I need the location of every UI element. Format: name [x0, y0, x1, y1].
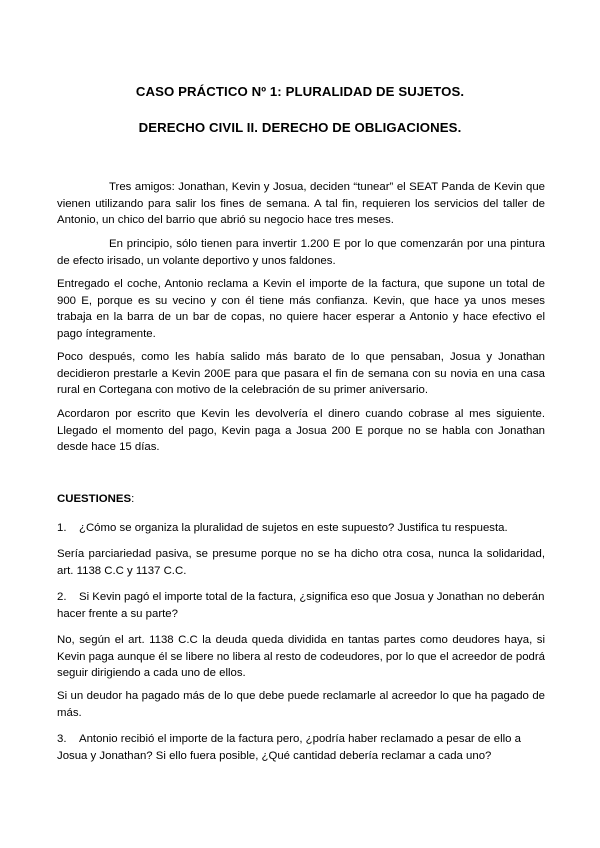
- paragraph-5: Acordaron por escrito que Kevin les devolvería el dinero cuando cobrase al mes siguiente. Llegado el momento del pago, Kevin paga a Josua 200 E porque no se habla con Jonathan desde hace 15 días.: [57, 408, 545, 453]
- answer-2-part-2: Si un deudor ha pagado más de lo que debe puede reclamarle al acreedor lo que ha pagado de más.: [57, 690, 545, 719]
- answer-1: Sería parciariedad pasiva, se presume porque no se ha dicho otra cosa, nunca la solidaridad, art. 1138 C.C y 1137 C.C.: [57, 548, 545, 577]
- question-2: [57, 589, 547, 623]
- question-2-text: Si Kevin pagó el importe total de la factura, ¿significa eso que Josua y Jonathan no deberán hacer frente a su parte?: [57, 591, 545, 620]
- question-3: [57, 731, 547, 765]
- question-1-text: ¿Cómo se organiza la pluralidad de sujetos en este supuesto? Justifica tu respuesta.: [79, 522, 508, 534]
- question-1: [57, 520, 547, 537]
- paragraph-3: Entregado el coche, Antonio reclama a Kevin el importe de la factura, que supone un total de 900 E, porque es su vecino y con él tiene más confianza. Kevin, que hace ya unos meses trabaja en la barra de un bar de copas, no quiere hacer esperar a Antonio y hace efectivo el pago íntegramente.: [57, 278, 545, 340]
- document-title-line-1: CASO PRÁCTICO Nº 1: PLURALIDAD DE SUJETOS.: [135, 84, 465, 99]
- cuestiones-heading-text: CUESTIONES: [57, 493, 132, 505]
- document-title-line-2: DERECHO CIVIL II. DERECHO DE OBLIGACIONES.: [138, 120, 462, 135]
- cuestiones-heading-colon: :: [131, 493, 135, 505]
- answer-2-part-1: No, según el art. 1138 C.C la deuda queda dividida en tantas partes como deudores haya, si Kevin paga aunque él se libere no libera al resto de codeudores, por lo que el acreedor de podrá seguir dirigiendo a cada uno de ellos.: [57, 634, 545, 679]
- question-1-number: 1.: [57, 522, 67, 534]
- question-2-number: 2.: [57, 591, 67, 603]
- paragraph-2: En principio, sólo tienen para invertir 1.200 E por lo que comenzarán por una pintura de efecto irisado, un volante deportivo y unos faldones.: [57, 238, 545, 267]
- paragraph-1: Tres amigos: Jonathan, Kevin y Josua, deciden “tunear” el SEAT Panda de Kevin que vienen utilizando para salir los fines de semana. A tal fin, requieren los servicios del taller de Antonio, un chico del barrio que abrió su negocio hace tres meses.: [57, 181, 545, 226]
- paragraph-4: Poco después, como les había salido más barato de lo que pensaban, Josua y Jonathan decidieron prestarle a Kevin 200E para que pasara el fin de semana con su novia en una casa rural en Cortegana con motivo de la celebración de su primer aniversario.: [57, 351, 545, 396]
- question-3-number: 3.: [57, 733, 67, 745]
- cuestiones-heading: [57, 493, 134, 505]
- question-3-text: Antonio recibió el importe de la factura pero, ¿podría haber reclamado a pesar de ello a Josua y Jonathan? Si ello fuera posible, ¿Qué cantidad debería reclamar a cada uno?: [57, 733, 521, 762]
